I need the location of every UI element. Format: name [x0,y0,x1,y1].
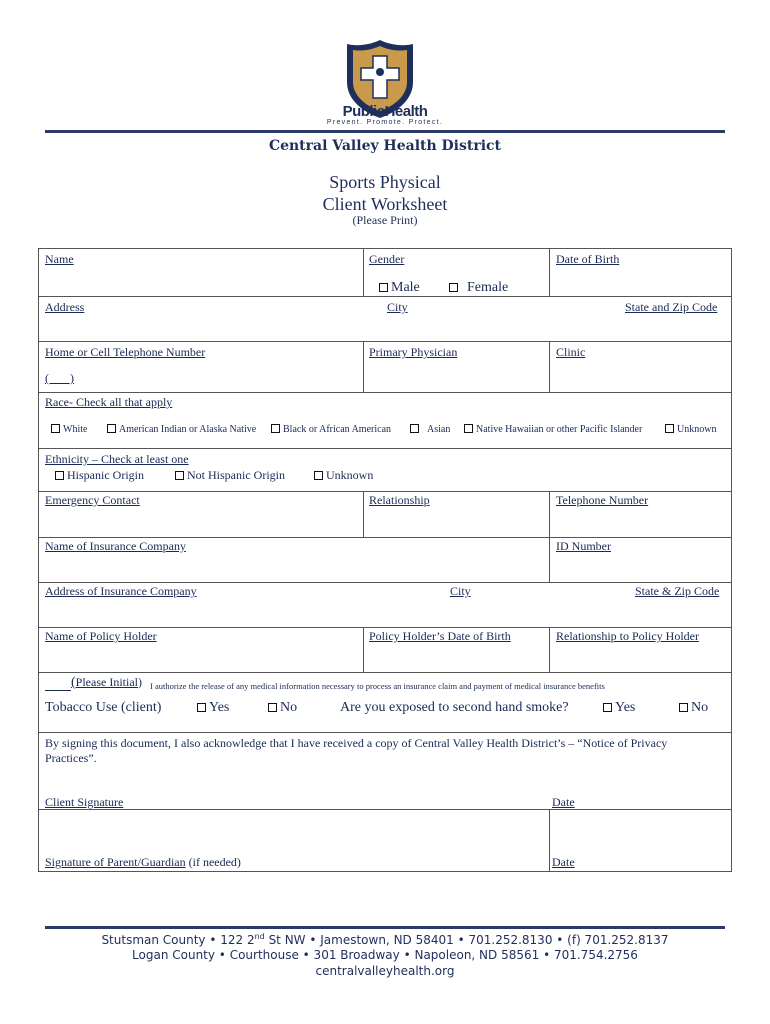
row-divider [39,392,731,393]
ethnicity-label: Ethnicity – Check at least one [45,452,189,466]
brand-block [285,103,485,126]
clinic-label: Clinic [556,345,586,359]
row-divider [39,809,731,810]
race-option-label: White [63,424,88,435]
privacy-acknowledgement: By signing this document, I also acknowledge that I have received a copy of Central Valley Health District’s – “Notice of Privacy Practices”. [45,736,668,765]
race-checkbox[interactable] [410,424,419,433]
col-divider [363,341,364,392]
header-rule [45,130,725,133]
state-zip-label: State and Zip Code [625,300,718,314]
col-divider [549,537,550,582]
ethnicity-checkbox[interactable] [314,471,323,480]
if-needed-note: (if needed) [185,855,241,869]
footer-website[interactable]: centralvalleyhealth.org [315,964,455,978]
emergency-contact-label: Emergency Contact [45,493,140,507]
col-divider [549,491,550,537]
col-divider [363,491,364,537]
race-option-native-hawaiian[interactable] [464,424,642,435]
physician-label: Primary Physician [369,345,458,359]
initial-open-paren: ( [71,675,76,690]
dob-label: Date of Birth [556,252,620,266]
smoke-no-label: No [691,700,709,715]
phone-label: Home or Cell Telephone Number [45,345,206,359]
race-option-black[interactable] [271,424,391,435]
brand-tagline: Prevent. Promote. Protect. [326,119,444,126]
insurance-address-label: Address of Insurance Company [45,584,197,598]
row-divider [39,296,731,297]
tobacco-no-checkbox[interactable] [268,703,277,712]
tobacco-no-option[interactable] [268,700,297,716]
race-option-label: American Indian or Alaska Native [119,424,257,435]
col-divider [549,627,550,672]
race-checkbox[interactable] [51,424,60,433]
footer-line1-sup: nd [254,932,265,941]
col-divider [549,249,550,296]
city-label: City [387,300,408,314]
col-divider [363,627,364,672]
race-checkbox[interactable] [665,424,674,433]
race-label: Race- Check all that apply [45,395,173,409]
form-title: Sports Physical [329,172,441,192]
col-divider [549,809,550,871]
tobacco-label: Tobacco Use (client) [45,700,162,715]
client-worksheet-form [38,248,732,872]
male-label: Male [391,280,420,295]
policy-relationship-label: Relationship to Policy Holder [556,629,699,643]
parent-signature-line [45,855,241,870]
address-label: Address [45,300,85,314]
race-option-white[interactable] [51,424,87,435]
client-signature-date-label: Date [552,795,575,809]
insurance-state-zip-label: State & Zip Code [635,584,720,598]
gender-female-option[interactable] [449,280,508,296]
ethnicity-checkbox[interactable] [55,471,64,480]
tobacco-yes-label: Yes [209,700,230,715]
gender-label: Gender [369,252,405,266]
print-instruction: (Please Print) [352,213,418,227]
race-checkbox[interactable] [464,424,473,433]
name-label: Name [45,252,74,266]
ethnicity-option-label: Not Hispanic Origin [187,468,285,482]
initial-line[interactable] [45,675,142,691]
row-divider [39,448,731,449]
smoke-no-checkbox[interactable] [679,703,688,712]
row-divider [39,582,731,583]
footer-stutsman-address [0,932,770,947]
footer-logan-address: Logan County • Courthouse • 301 Broadway • Napoleon, ND 58561 • 701.754.2756 [132,948,638,962]
form-subtitle: Client Worksheet [322,194,448,214]
female-checkbox[interactable] [449,283,458,292]
parent-signature-label: Signature of Parent/Guardian [45,855,186,869]
authorization-statement: I authorize the release of any medical information necessary to process an insurance claim and payment of medical insurance benefits [150,681,605,691]
male-checkbox[interactable] [379,283,388,292]
ethnicity-option-label: Unknown [326,468,374,482]
row-divider [39,491,731,492]
race-checkbox[interactable] [271,424,280,433]
footer-rule [45,926,725,929]
initial-label: Please Initial [75,675,138,689]
insurance-name-label: Name of Insurance Company [45,539,186,553]
race-option-american-indian[interactable] [107,424,256,435]
area-code-field[interactable]: ( ) [45,371,74,385]
policy-holder-label: Name of Policy Holder [45,629,157,643]
relationship-label: Relationship [369,493,430,507]
race-option-label: Unknown [677,424,717,435]
row-divider [39,537,731,538]
policy-dob-label: Policy Holder’s Date of Birth [369,629,511,643]
ethnicity-checkbox[interactable] [175,471,184,480]
race-option-label: Black or African American [283,424,392,435]
smoke-yes-checkbox[interactable] [603,703,612,712]
female-label: Female [467,280,509,295]
smoke-yes-label: Yes [615,700,636,715]
col-divider [363,249,364,296]
row-divider [39,341,731,342]
telephone-number-label: Telephone Number [556,493,649,507]
race-option-label: Asian [427,424,451,435]
initial-blank[interactable] [45,678,71,691]
tobacco-no-label: No [280,700,298,715]
initial-close-paren: ) [138,675,142,689]
race-option-asian[interactable] [410,424,450,435]
parent-signature-date-label: Date [552,855,575,869]
gender-male-option[interactable] [379,280,420,296]
brand-name: PublicHealth [342,103,428,120]
ethnicity-option-unknown[interactable] [314,468,373,483]
tobacco-yes-option[interactable] [197,700,229,716]
ethnicity-option-hispanic[interactable] [55,468,144,483]
footer-line1-b: St NW • Jamestown, ND 58401 • 701.252.8130 • (f) 701.252.8137 [264,933,669,947]
ethnicity-option-not-hispanic[interactable] [175,468,285,483]
race-option-label: Native Hawaiian or other Pacific Islander [476,424,643,435]
row-divider [39,732,731,733]
id-number-label: ID Number [556,539,611,553]
smoke-no-option[interactable] [679,700,708,716]
smoke-yes-option[interactable] [603,700,635,716]
row-divider [39,672,731,673]
second-hand-smoke-label: Are you exposed to second hand smoke? [340,700,569,715]
row-divider [39,627,731,628]
insurance-city-label: City [450,584,471,598]
client-signature-label: Client Signature [45,795,124,809]
tobacco-yes-checkbox[interactable] [197,703,206,712]
district-name: Central Valley Health District [268,138,502,154]
ethnicity-option-label: Hispanic Origin [67,468,144,482]
race-checkbox[interactable] [107,424,116,433]
col-divider [549,341,550,392]
race-option-unknown[interactable] [665,424,716,435]
footer-line1-a: Stutsman County • 122 2 [101,933,255,947]
